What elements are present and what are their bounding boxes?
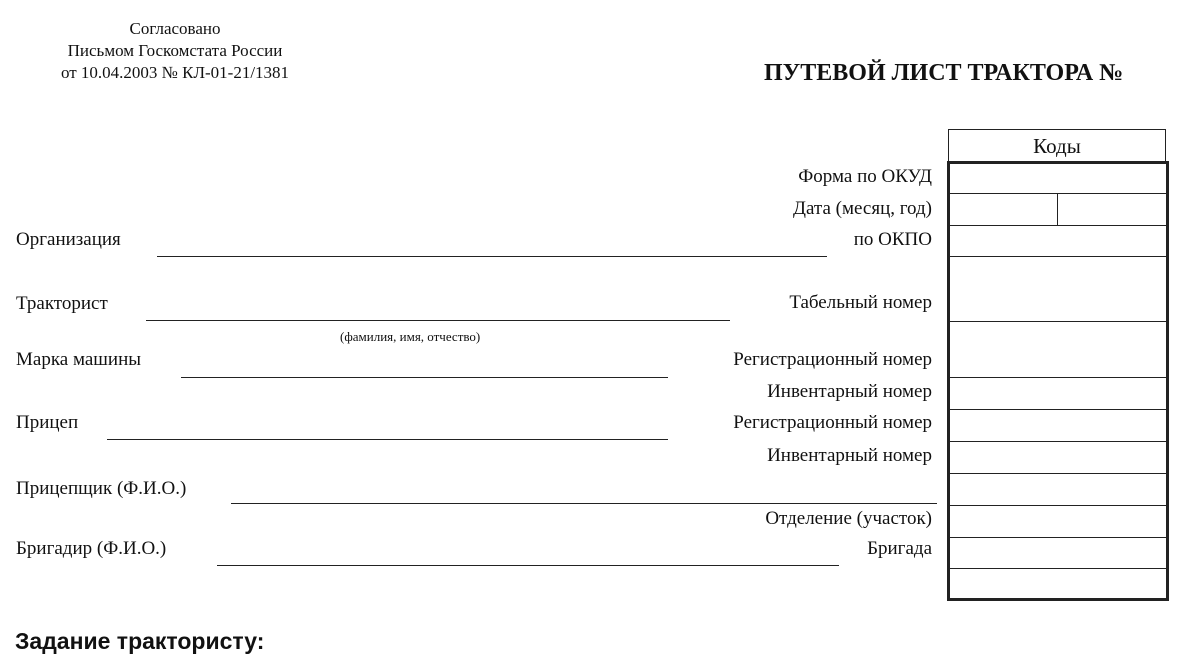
codes-header: Коды [948,129,1166,161]
trailer-field[interactable] [107,439,668,440]
machine-inv-number-cell[interactable] [950,379,1166,409]
machine-brand-label: Марка машины [16,349,142,370]
code-row-divider [950,377,1166,378]
organization-label: Организация [16,229,121,250]
date-label: Дата (месяц, год) [793,198,932,219]
driver-name-hint: (фамилия, имя, отчество) [340,329,481,344]
trailer-inv-number-label: Инвентарный номер [767,445,932,466]
machine-brand-field[interactable] [181,377,668,378]
personnel-number-label: Табельный номер [789,292,932,313]
code-row-divider [950,568,1166,569]
division-code-cell[interactable] [950,507,1166,537]
extra-code-cell[interactable] [950,570,1166,598]
code-row-divider [950,441,1166,442]
foreman-label: Бригадир (Ф.И.О.) [16,538,167,559]
code-row-divider [950,505,1166,506]
okud-label: Форма по ОКУД [798,166,932,187]
tractor-driver-label: Тракторист [16,293,108,314]
code-row-divider [950,225,1166,226]
okpo-code-cell[interactable] [950,227,1166,256]
trailer-reg-number-label: Регистрационный номер [733,412,932,433]
code-row-divider [950,321,1166,322]
approval-line-2: Письмом Госкомстата России [67,41,283,60]
foreman-field[interactable] [217,565,839,566]
document-title: ПУТЕВОЙ ЛИСТ ТРАКТОРА № [764,60,1124,86]
approval-line-3: от 10.04.2003 № КЛ-01-21/1381 [60,63,290,82]
date-year-cell[interactable] [1059,195,1166,224]
approval-line-1: Согласовано [129,19,221,38]
code-row-divider [950,193,1166,194]
section-title: Задание трактористу: [15,628,265,654]
date-cell-divider [1057,194,1058,225]
trailer-label: Прицеп [16,412,79,433]
code-row-divider [950,256,1166,257]
brigade-label: Бригада [867,538,932,559]
approval-block [30,18,320,84]
trailer-operator-field[interactable] [231,503,937,504]
trailer-operator-label: Прицепщик (Ф.И.О.) [16,478,187,499]
tractor-driver-field[interactable] [146,320,730,321]
code-row-divider [950,409,1166,410]
code-row-divider [950,473,1166,474]
organization-field[interactable] [157,256,827,257]
machine-reg-number-label: Регистрационный номер [733,349,932,370]
okud-code-cell[interactable] [950,164,1166,193]
trailer-reg-number-cell[interactable] [950,411,1166,441]
okpo-label: по ОКПО [853,229,932,250]
division-label: Отделение (участок) [765,508,932,529]
date-month-cell[interactable] [950,195,1056,224]
brigade-code-cell[interactable] [950,539,1166,568]
code-row-divider [950,537,1166,538]
personnel-number-cell[interactable] [950,258,1166,321]
trailer-inv-number-cell[interactable] [950,443,1166,473]
machine-inv-number-label: Инвентарный номер [767,381,932,402]
trailer-operator-code-cell[interactable] [950,475,1166,505]
machine-reg-number-cell[interactable] [950,323,1166,377]
